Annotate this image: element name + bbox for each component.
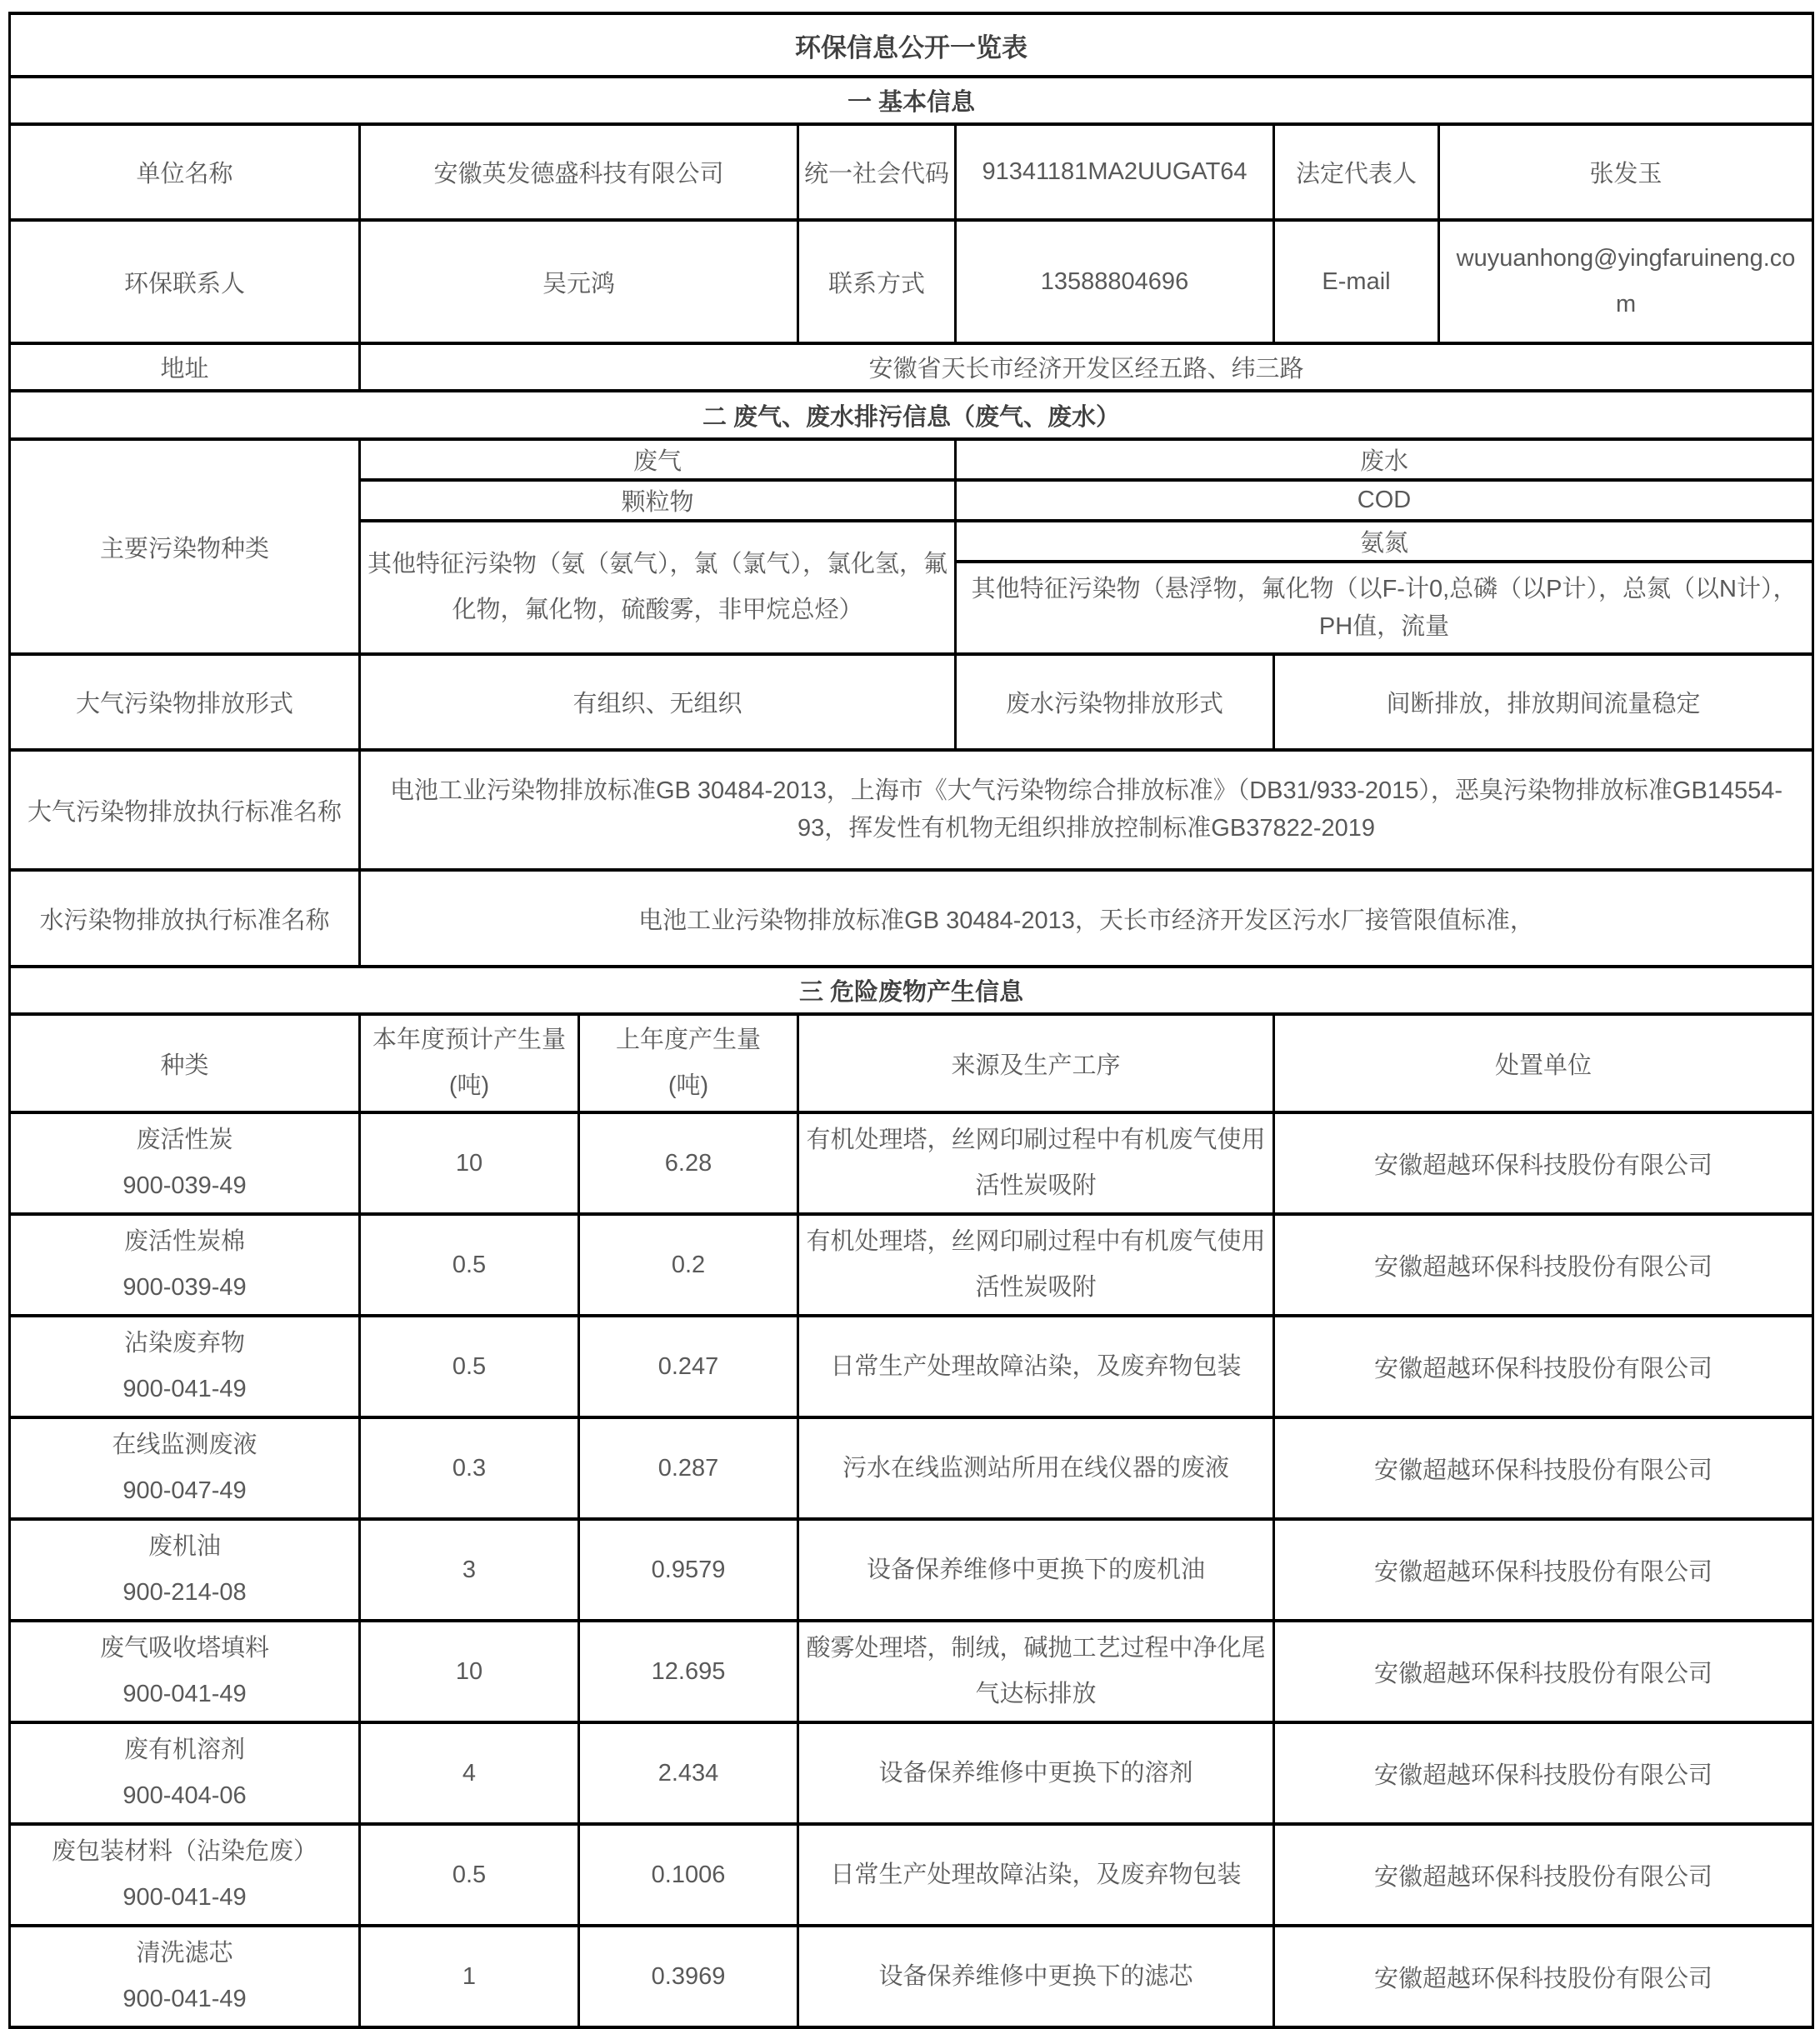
hazwaste-header-row <box>10 1014 1813 1112</box>
credit-code-label: 统一社会代码 <box>798 124 956 220</box>
waste-planned: 0.5 <box>360 1824 579 1926</box>
waste-source: 设备保养维修中更换下的溶剂 <box>798 1722 1274 1824</box>
waste-source: 酸雾处理塔，制绒，碱抛工艺过程中净化尾气达标排放 <box>798 1621 1274 1722</box>
waste-planned: 0.5 <box>360 1214 579 1316</box>
waste-name: 废气吸收塔填料 <box>99 1635 269 1662</box>
waste-planned: 1 <box>360 1926 579 2027</box>
gas-header: 废气 <box>360 439 956 480</box>
waste-name: 在线监测废液 <box>112 1432 258 1459</box>
contact-label: 环保联系人 <box>10 220 360 343</box>
table-row <box>10 1926 1813 2027</box>
hazwaste-planned-header <box>360 1014 579 1112</box>
waste-planned: 3 <box>360 1519 579 1621</box>
hazwaste-disposal-header: 处置单位 <box>1274 1014 1813 1112</box>
waste-source: 日常生产处理故障沾染，及废弃物包装 <box>798 1316 1274 1417</box>
waste-last: 12.695 <box>579 1621 798 1722</box>
water-cod: COD <box>956 480 1813 521</box>
email-value: wuyuanhong@yingfaruineng.com <box>1439 220 1813 343</box>
table-row <box>10 1519 1813 1621</box>
waste-disposal: 安徽超越环保科技股份有限公司 <box>1274 1417 1813 1519</box>
waste-code: 900-404-06 <box>122 1782 247 1810</box>
address-row <box>10 343 1813 391</box>
waste-type-cell <box>10 1112 360 1214</box>
waste-disposal: 安徽超越环保科技股份有限公司 <box>1274 1214 1813 1316</box>
waste-type-cell <box>10 1926 360 2027</box>
waste-name: 废包装材料（沾染危废） <box>51 1838 318 1866</box>
waste-name: 清洗滤芯 <box>136 1940 233 1967</box>
hazwaste-type-header: 种类 <box>10 1014 360 1112</box>
water-form-value: 间断排放，排放期间流量稳定 <box>1274 654 1813 750</box>
waste-last: 0.2 <box>579 1214 798 1316</box>
table-row <box>10 1417 1813 1519</box>
page-title: 环保信息公开一览表 <box>10 13 1813 77</box>
section-hazwaste-heading-row <box>10 967 1813 1014</box>
hazwaste-last-header-line1: 上年度产生量 <box>615 1027 761 1053</box>
waste-planned: 10 <box>360 1621 579 1722</box>
eco-disclosure-table <box>8 12 1814 2029</box>
waste-planned: 0.5 <box>360 1316 579 1417</box>
section-emissions-heading-row <box>10 391 1813 439</box>
section-emissions-heading: 二 废气、废水排污信息（废气、废水） <box>10 391 1813 439</box>
hazwaste-planned-header-line1: 本年度预计产生量 <box>372 1027 566 1053</box>
table-row <box>10 1722 1813 1824</box>
waste-type-cell <box>10 1316 360 1417</box>
waste-source: 污水在线监测站所用在线仪器的废液 <box>798 1417 1274 1519</box>
waste-type-cell <box>10 1722 360 1824</box>
waste-code: 900-047-49 <box>122 1477 247 1505</box>
water-form-label: 废水污染物排放形式 <box>956 654 1274 750</box>
waste-code: 900-039-49 <box>122 1274 247 1302</box>
credit-code-value: 91341181MA2UUGAT64 <box>956 124 1274 220</box>
waste-code: 900-041-49 <box>122 1884 247 1912</box>
emission-form-row <box>10 654 1813 750</box>
basic-row-1 <box>10 124 1813 220</box>
waste-name: 废有机溶剂 <box>123 1737 245 1764</box>
gas-form-value: 有组织、无组织 <box>360 654 956 750</box>
waste-type-cell <box>10 1621 360 1722</box>
legal-rep-value: 张发玉 <box>1439 124 1813 220</box>
waste-disposal: 安徽超越环保科技股份有限公司 <box>1274 1824 1813 1926</box>
waste-source: 设备保养维修中更换下的滤芯 <box>798 1926 1274 2027</box>
waste-disposal: 安徽超越环保科技股份有限公司 <box>1274 1316 1813 1417</box>
phone-label: 联系方式 <box>798 220 956 343</box>
waste-code: 900-041-49 <box>122 1681 247 1708</box>
waste-last: 0.287 <box>579 1417 798 1519</box>
section-basic-heading: 一 基本信息 <box>10 77 1813 124</box>
waste-code: 900-041-49 <box>122 1376 247 1403</box>
table-row <box>10 1621 1813 1722</box>
waste-name: 沾染废弃物 <box>123 1330 245 1357</box>
table-row <box>10 1316 1813 1417</box>
gas-other-pollutants: 其他特征污染物（氨（氨气），氯（氯气），氯化氢，氟化物，氟化物，硫酸雾，非甲烷总烃） <box>360 521 956 654</box>
waste-last: 6.28 <box>579 1112 798 1214</box>
waste-code: 900-214-08 <box>122 1579 247 1607</box>
hazwaste-source-header: 来源及生产工序 <box>798 1014 1274 1112</box>
hazwaste-planned-header-unit: (吨) <box>448 1072 490 1100</box>
emissions-media-row <box>10 439 1813 480</box>
section-basic-heading-row <box>10 77 1813 124</box>
waste-planned: 10 <box>360 1112 579 1214</box>
gas-form-label: 大气污染物排放形式 <box>10 654 360 750</box>
waste-disposal: 安徽超越环保科技股份有限公司 <box>1274 1112 1813 1214</box>
hazwaste-last-header-unit: (吨) <box>668 1072 709 1100</box>
waste-last: 0.247 <box>579 1316 798 1417</box>
water-standard-value: 电池工业污染物排放标准GB 30484-2013，天长市经济开发区污水厂接管限值标准， <box>360 870 1813 967</box>
table-row <box>10 1214 1813 1316</box>
waste-disposal: 安徽超越环保科技股份有限公司 <box>1274 1519 1813 1621</box>
waste-disposal: 安徽超越环保科技股份有限公司 <box>1274 1722 1813 1824</box>
water-header: 废水 <box>956 439 1813 480</box>
waste-type-cell <box>10 1824 360 1926</box>
contact-value: 吴元鸿 <box>360 220 798 343</box>
waste-last: 0.9579 <box>579 1519 798 1621</box>
waste-name: 废机油 <box>148 1533 221 1561</box>
waste-source: 设备保养维修中更换下的废机油 <box>798 1519 1274 1621</box>
waste-disposal: 安徽超越环保科技股份有限公司 <box>1274 1926 1813 2027</box>
water-standard-row <box>10 870 1813 967</box>
water-ammonia: 氨氮 <box>956 521 1813 562</box>
unit-name-value: 安徽英发德盛科技有限公司 <box>360 124 798 220</box>
waste-last: 0.1006 <box>579 1824 798 1926</box>
waste-name: 废活性炭棉 <box>123 1228 245 1256</box>
water-standard-label: 水污染物排放执行标准名称 <box>10 870 360 967</box>
waste-last: 2.434 <box>579 1722 798 1824</box>
waste-disposal: 安徽超越环保科技股份有限公司 <box>1274 1621 1813 1722</box>
basic-row-2 <box>10 220 1813 343</box>
waste-type-cell <box>10 1214 360 1316</box>
waste-planned: 0.3 <box>360 1417 579 1519</box>
pollutant-types-label: 主要污染物种类 <box>10 439 360 654</box>
address-value: 安徽省天长市经济开发区经五路、纬三路 <box>360 343 1813 391</box>
phone-value: 13588804696 <box>956 220 1274 343</box>
waste-code: 900-039-49 <box>122 1172 247 1200</box>
unit-name-label: 单位名称 <box>10 124 360 220</box>
section-hazwaste-heading: 三 危险废物产生信息 <box>10 967 1813 1014</box>
hazwaste-last-header <box>579 1014 798 1112</box>
address-label: 地址 <box>10 343 360 391</box>
legal-rep-label: 法定代表人 <box>1274 124 1439 220</box>
waste-code: 900-041-49 <box>122 1986 247 2013</box>
water-other-pollutants: 其他特征污染物（悬浮物，氟化物（以F-计0,总磷（以P计），总氮（以N计），PH值，流量 <box>956 562 1813 654</box>
gas-standard-label: 大气污染物排放执行标准名称 <box>10 750 360 870</box>
waste-source: 日常生产处理故障沾染，及废弃物包装 <box>798 1824 1274 1926</box>
waste-name: 废活性炭 <box>136 1127 233 1154</box>
table-row <box>10 1112 1813 1214</box>
waste-planned: 4 <box>360 1722 579 1824</box>
table-row <box>10 1824 1813 1926</box>
table-title-row <box>10 13 1813 77</box>
gas-standard-value: 电池工业污染物排放标准GB 30484-2013，上海市《大气污染物综合排放标准》（DB31/933-2015），恶臭污染物排放标准GB14554-93，挥发性有机物无组织排放控制标准GB37822-2019 <box>360 750 1813 870</box>
gas-standard-row <box>10 750 1813 870</box>
waste-source: 有机处理塔，丝网印刷过程中有机废气使用活性炭吸附 <box>798 1214 1274 1316</box>
waste-type-cell <box>10 1417 360 1519</box>
email-label: E-mail <box>1274 220 1439 343</box>
waste-source: 有机处理塔，丝网印刷过程中有机废气使用活性炭吸附 <box>798 1112 1274 1214</box>
gas-particulate: 颗粒物 <box>360 480 956 521</box>
waste-last: 0.3969 <box>579 1926 798 2027</box>
waste-type-cell <box>10 1519 360 1621</box>
